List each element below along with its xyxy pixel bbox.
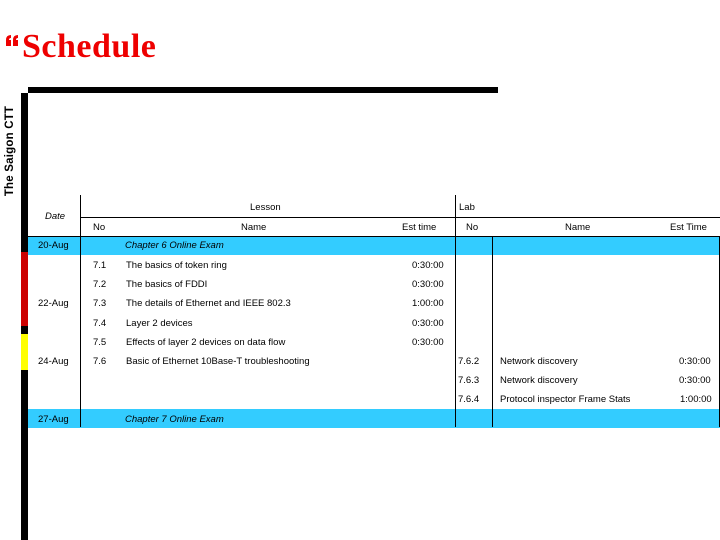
table-cell-lab-no: 7.6.3	[458, 375, 480, 386]
table-cell-no: 7.4	[93, 318, 107, 329]
table-divider	[455, 195, 456, 427]
table-cell-no: 7.5	[93, 337, 107, 348]
table-cell-lab-no: 7.6.2	[458, 356, 480, 367]
table-divider	[492, 236, 493, 427]
table-cell-lab-est: 1:00:00	[680, 394, 712, 405]
table-cell-name: Effects of layer 2 devices on data flow	[126, 337, 286, 348]
table-cell-est: 0:30:00	[412, 260, 444, 271]
table-cell-no: 7.3	[93, 298, 107, 309]
header-lab-est-time: Est Time	[670, 222, 707, 233]
table-cell-name: Layer 2 devices	[126, 318, 193, 329]
table-cell-name: The basics of token ring	[126, 260, 227, 271]
table-cell-date: 24-Aug	[38, 356, 69, 367]
side-label-text: The Saigon CTT	[4, 105, 17, 197]
table-cell-date: 27-Aug	[38, 414, 69, 425]
header-lesson-no: No	[93, 222, 106, 233]
table-cell-est: 0:30:00	[412, 337, 444, 348]
page-title: Schedule	[22, 28, 157, 65]
table-cell-name: Basic of Ethernet 10Base-T troubleshooting	[126, 356, 310, 367]
side-label	[0, 96, 20, 206]
table-cell-no: 7.1	[93, 260, 107, 271]
table-cell-est: 0:30:00	[412, 318, 444, 329]
table-cell-date: 20-Aug	[38, 240, 69, 251]
table-cell-lab-name: Network discovery	[500, 375, 578, 386]
header-lesson: Lesson	[250, 202, 281, 213]
table-divider	[28, 236, 720, 237]
table-cell-name: Chapter 7 Online Exam	[125, 414, 224, 425]
header-lab-no: No	[466, 222, 479, 233]
header-date: Date	[45, 211, 66, 222]
table-cell-name: The basics of FDDI	[126, 279, 208, 290]
table-cell-lab-no: 7.6.4	[458, 394, 480, 405]
table-cell-name: The details of Ethernet and IEEE 802.3	[126, 298, 291, 309]
header-est-time: Est time	[402, 222, 437, 233]
left-accent-red	[21, 252, 28, 326]
header-lab-name: Name	[565, 222, 591, 233]
header-lesson-name: Name	[241, 222, 267, 233]
header-lab: Lab	[459, 202, 475, 213]
table-cell-date: 22-Aug	[38, 298, 69, 309]
table-cell-name: Chapter 6 Online Exam	[125, 240, 224, 251]
bullet-icon	[5, 34, 19, 48]
table-cell-lab-name: Protocol inspector Frame Stats	[500, 394, 631, 405]
table-cell-no: 7.2	[93, 279, 107, 290]
table-cell-lab-name: Network discovery	[500, 356, 578, 367]
table-divider	[80, 217, 720, 218]
table-cell-est: 1:00:00	[412, 298, 444, 309]
table-cell-lab-est: 0:30:00	[679, 356, 711, 367]
table-cell-no: 7.6	[93, 356, 107, 367]
table-divider	[80, 195, 81, 427]
left-accent-yellow	[21, 334, 28, 370]
top-divider	[28, 87, 498, 93]
table-cell-est: 0:30:00	[412, 279, 444, 290]
table-cell-lab-est: 0:30:00	[679, 375, 711, 386]
